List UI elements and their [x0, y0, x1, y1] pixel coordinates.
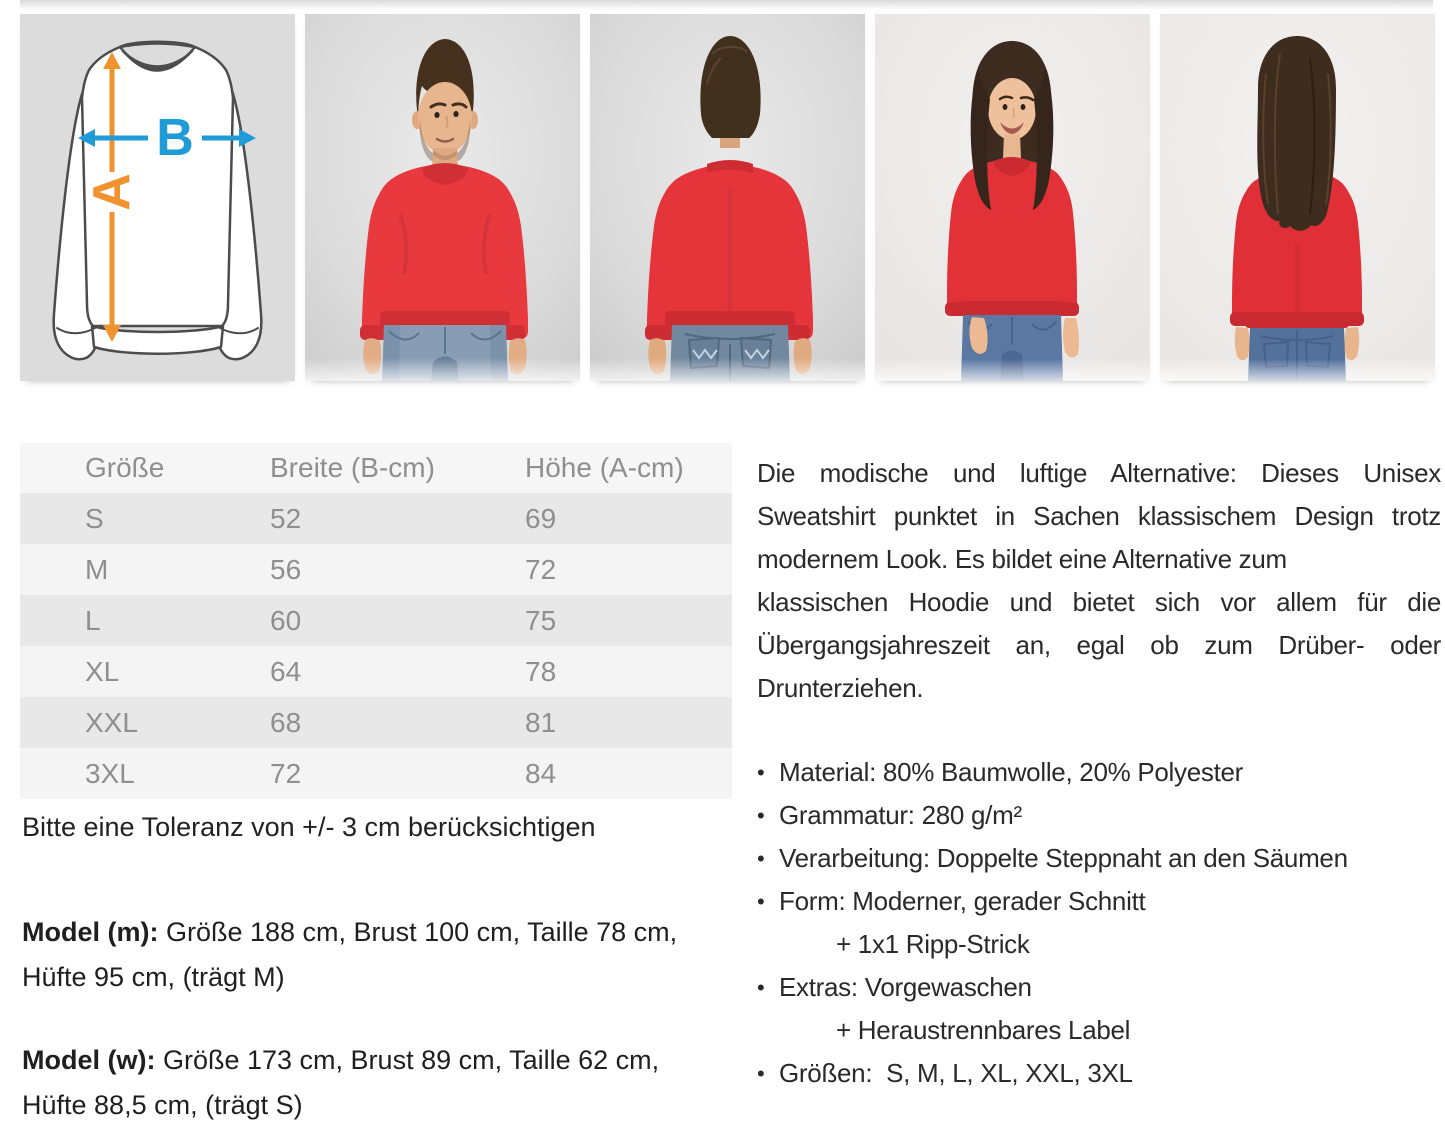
- model-m-label: Model (m):: [22, 917, 159, 947]
- breite-cell: 60: [270, 604, 302, 636]
- hoehe-cell: 84: [525, 757, 557, 789]
- table-row: [20, 748, 732, 799]
- model-w-text: Größe 173 cm, Brust 89 cm, Taille 62 cm, Hüfte 88,5 cm, (trägt S): [22, 1045, 660, 1120]
- product-description: [757, 452, 1441, 710]
- bullet-icon: •: [757, 889, 765, 914]
- hoehe-cell: 81: [525, 706, 557, 738]
- woman-back-illustration: [1160, 14, 1435, 381]
- woman-back-hair: [1257, 36, 1336, 231]
- spec-text: Extras: Vorgewaschen: [779, 972, 1032, 1002]
- description-line: klassischen Hoodie und bietet sich vor allem für die: [757, 587, 1441, 617]
- spec-list: [757, 751, 1441, 1095]
- column-header-hoehe: Höhe (A-cm): [525, 452, 684, 483]
- man-face: [418, 82, 472, 154]
- bullet-icon: •: [757, 1061, 765, 1086]
- breite-cell: 64: [270, 655, 302, 687]
- top-shadow: [20, 0, 1433, 10]
- hoehe-cell: 72: [525, 553, 557, 585]
- size-cell: L: [85, 604, 101, 636]
- bullet-icon: •: [757, 760, 765, 785]
- woman-front-illustration: [875, 14, 1150, 381]
- size-diagram-sweatshirt: [20, 14, 295, 381]
- product-photos-row: [20, 14, 1435, 381]
- spec-text: Verarbeitung: Doppelte Steppnaht an den Säumen: [779, 843, 1348, 873]
- size-cell: M: [85, 553, 109, 585]
- model-w-label: Model (w):: [22, 1045, 156, 1075]
- hoehe-cell: 78: [525, 655, 557, 687]
- bullet-icon: •: [757, 803, 765, 828]
- breite-cell: 52: [270, 502, 302, 534]
- model-m-text: Größe 188 cm, Brust 100 cm, Taille 78 cm, Hüfte 95 cm, (trägt M): [22, 917, 678, 992]
- bullet-icon: •: [757, 975, 765, 1000]
- spec-item-groessen: [757, 1052, 1441, 1095]
- column-header-groesse: Größe: [85, 452, 165, 483]
- spec-text: Material: 80% Baumwolle, 20% Polyester: [779, 757, 1244, 787]
- photo-woman-back: [1160, 14, 1435, 381]
- spec-continuation: + 1x1 Ripp-Strick: [836, 929, 1030, 959]
- spec-continuation: + Heraustrennbares Label: [836, 1015, 1131, 1045]
- tolerance-note: Bitte eine Toleranz von +/- 3 cm berücksichtigen: [22, 812, 596, 842]
- description-line: modernem Look. Es bildet eine Alternative zum: [757, 544, 1287, 574]
- breite-cell: 56: [270, 553, 302, 585]
- spec-text: Größen: S, M, L, XL, XXL, 3XL: [779, 1058, 1133, 1088]
- woman-sweatshirt: [947, 159, 1077, 315]
- size-cell: S: [85, 502, 104, 534]
- table-row: [20, 595, 732, 646]
- size-cell: 3XL: [85, 757, 135, 789]
- model-m-info: [22, 910, 684, 1000]
- table-row: [20, 493, 732, 544]
- spec-item-extras: [757, 966, 1441, 1052]
- description-line: Drunterziehen.: [757, 673, 924, 703]
- spec-item-grammatur: [757, 794, 1441, 837]
- size-table-header: [20, 443, 732, 493]
- hoehe-cell: 69: [525, 502, 557, 534]
- spec-item-verarbeitung: [757, 837, 1441, 880]
- man-front-illustration: [305, 14, 580, 381]
- measure-label-a: A: [83, 173, 141, 211]
- description-line: Die modische und luftige Alternative: Dieses Unisex: [757, 458, 1441, 488]
- spec-text: Grammatur: 280 g/m²: [779, 800, 1022, 830]
- hoehe-cell: 75: [525, 604, 557, 636]
- man-back-illustration: [590, 14, 865, 381]
- photo-woman-front: [875, 14, 1150, 381]
- spec-item-form: [757, 880, 1441, 966]
- column-header-breite: Breite (B-cm): [270, 452, 435, 483]
- measure-label-b: B: [156, 109, 194, 167]
- model-w-info: [22, 1038, 684, 1128]
- table-row: [20, 544, 732, 595]
- size-cell: XL: [85, 655, 120, 687]
- spec-item-material: [757, 751, 1441, 794]
- size-table: [20, 443, 732, 799]
- bullet-icon: •: [757, 846, 765, 871]
- size-cell: XXL: [85, 706, 138, 738]
- spec-text: Form: Moderner, gerader Schnitt: [779, 886, 1146, 916]
- description-line: Sweatshirt punktet in Sachen klassischem Design trotz: [757, 501, 1441, 531]
- photo-man-front: [305, 14, 580, 381]
- table-row: [20, 697, 732, 748]
- breite-cell: 68: [270, 706, 302, 738]
- photo-man-back: [590, 14, 865, 381]
- description-line: Übergangsjahreszeit an, egal ob zum Drüber- oder: [757, 630, 1441, 660]
- breite-cell: 72: [270, 757, 302, 789]
- table-row: [20, 646, 732, 697]
- size-diagram-panel: [20, 14, 295, 381]
